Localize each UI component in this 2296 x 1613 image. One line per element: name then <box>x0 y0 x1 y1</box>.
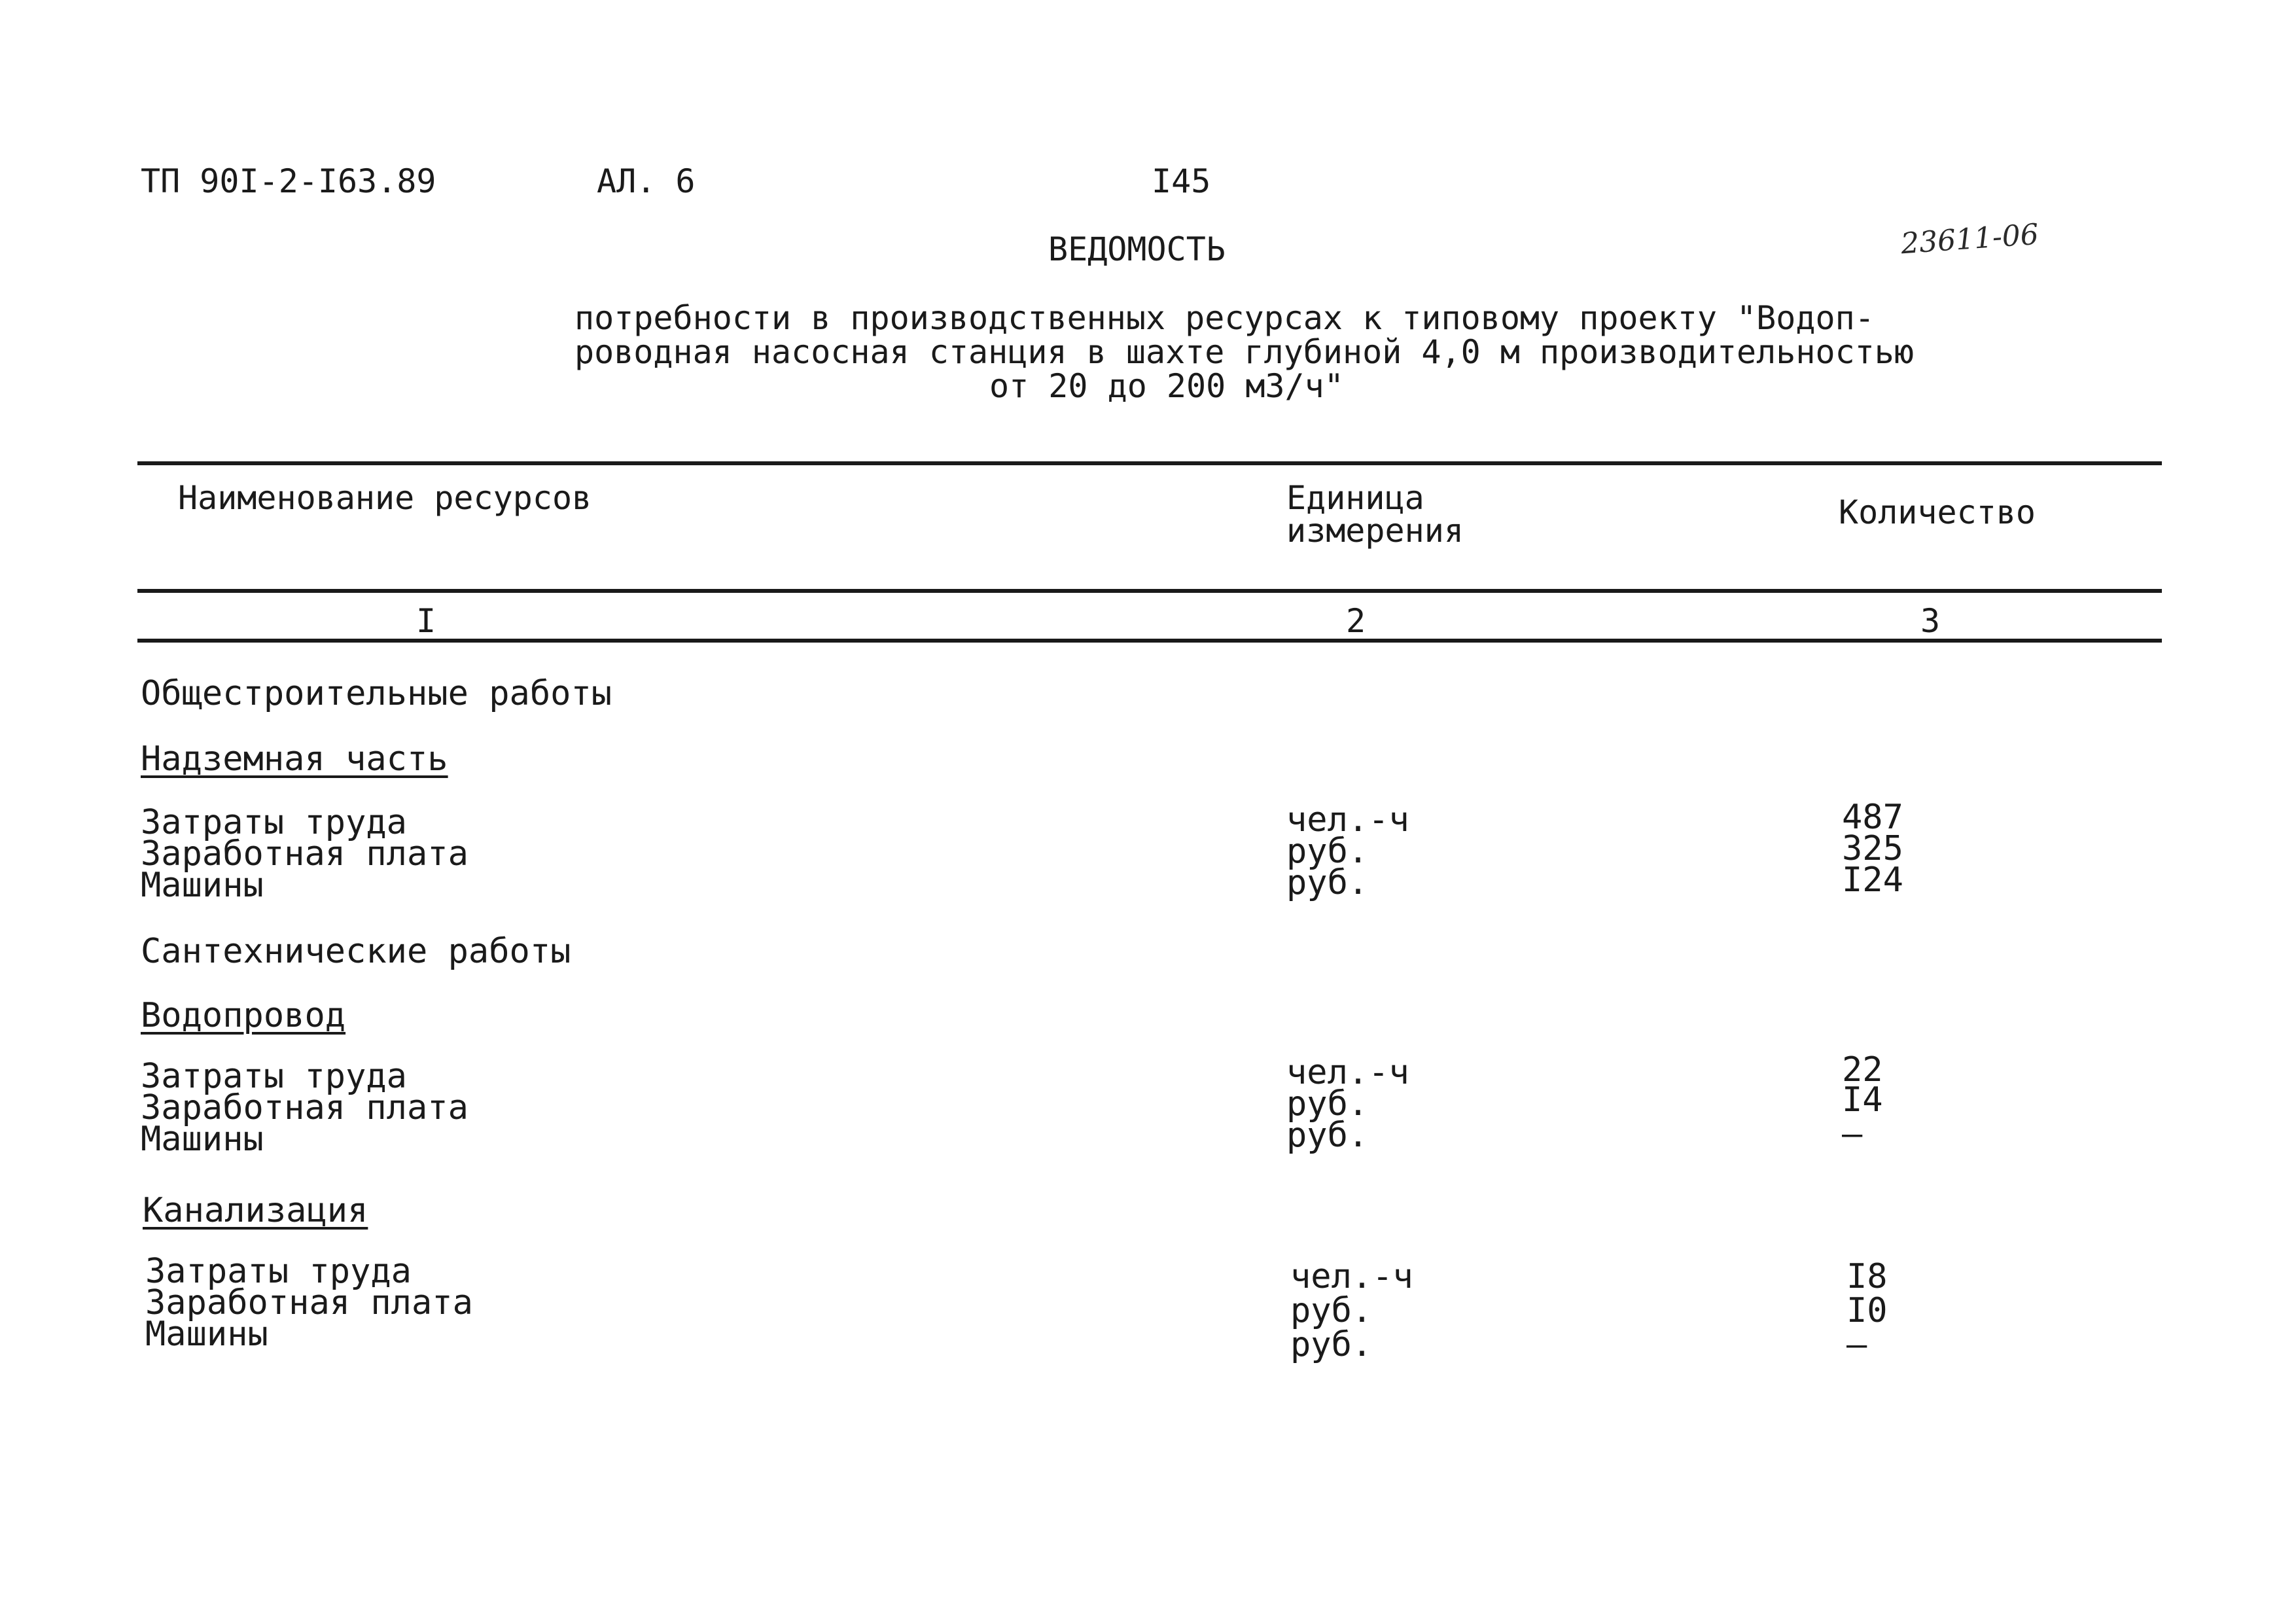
row-unit: руб. <box>1290 1291 1373 1330</box>
row-quantity: 22 <box>1842 1050 1883 1090</box>
row-unit: руб. <box>1286 863 1369 902</box>
row-name: Заработная плата <box>145 1283 473 1322</box>
subtitle-line-2: роводная насосная станция в шахте глубиной 4,0 м производительностью <box>574 333 1914 371</box>
row-name: Заработная плата <box>141 1088 468 1127</box>
row-unit: руб. <box>1286 832 1369 871</box>
project-code: ТП 90I-2-I63.89 <box>141 162 436 200</box>
row-quantity: 487 <box>1842 798 1903 837</box>
section-heading-plumbing: Сантехнические работы <box>141 932 571 971</box>
row-name: Заработная плата <box>141 834 468 874</box>
row-unit: чел.-ч <box>1286 800 1409 840</box>
column-header-unit-line-2: измерения <box>1286 512 1464 550</box>
subtitle-line-3: от 20 до 200 м3/ч" <box>989 367 1344 405</box>
row-quantity: 325 <box>1842 829 1903 868</box>
column-number-3: 3 <box>1920 602 1941 640</box>
subheading-sewerage: Канализация <box>143 1191 368 1230</box>
row-unit: руб. <box>1290 1325 1373 1364</box>
row-quantity: – <box>1846 1325 1867 1364</box>
row-unit: чел.-ч <box>1286 1053 1409 1092</box>
column-header-unit-line-1: Единица <box>1286 479 1424 517</box>
row-quantity: – <box>1842 1114 1863 1154</box>
row-name: Затраты труда <box>141 1057 407 1096</box>
row-quantity: I8 <box>1846 1257 1888 1296</box>
row-unit: чел.-ч <box>1290 1257 1413 1296</box>
row-quantity: I0 <box>1846 1291 1888 1330</box>
row-name: Машины <box>145 1315 268 1354</box>
album-label: АЛ. 6 <box>597 162 696 200</box>
column-number-1: I <box>416 602 436 640</box>
row-unit: руб. <box>1286 1084 1369 1124</box>
row-name: Затраты труда <box>141 803 407 842</box>
header-bottom-rule <box>137 589 2162 593</box>
subtitle-line-1: потребности в производственных ресурсах к типовому проекту "Водоп- <box>574 299 1875 337</box>
subheading-above-ground: Надземная часть <box>141 739 448 779</box>
row-name: Машины <box>141 1120 264 1159</box>
column-header-quantity: Количество <box>1839 493 2036 531</box>
row-name: Затраты труда <box>145 1252 412 1291</box>
page-number: I45 <box>1152 162 1211 200</box>
row-unit: руб. <box>1286 1116 1369 1155</box>
section-heading-general-construction: Общестроительные работы <box>141 674 612 713</box>
row-name: Машины <box>141 866 264 905</box>
column-number-rule <box>137 639 2162 643</box>
column-header-name: Наименование ресурсов <box>178 479 592 517</box>
row-quantity: I4 <box>1842 1080 1883 1120</box>
column-number-2: 2 <box>1346 602 1366 640</box>
row-quantity: I24 <box>1842 860 1903 900</box>
stamp-number: 23611-06 <box>1899 217 2040 261</box>
subheading-water-supply: Водопровод <box>141 996 346 1035</box>
table-top-rule <box>137 461 2162 465</box>
document-title: ВЕДОМОСТЬ <box>1048 230 1226 268</box>
